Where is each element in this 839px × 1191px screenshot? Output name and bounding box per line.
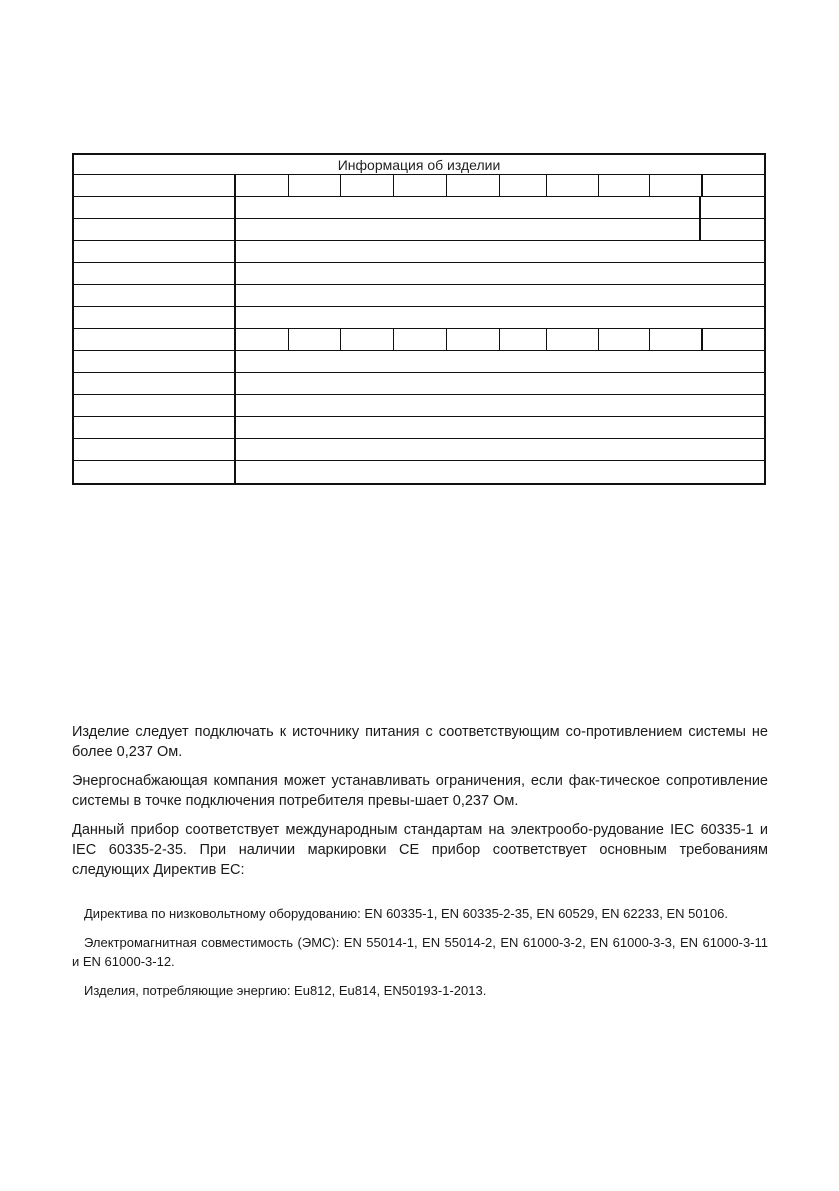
table-value-cell	[236, 329, 289, 350]
table-label-cell	[74, 373, 236, 394]
table-row	[74, 307, 764, 329]
directive-emc: Электромагнитная совместимость (ЭМС): EN 55014-1, EN 55014-2, EN 61000-3-2, EN 61000-3-3, EN 61000-3-11 и EN 61000-3-12.	[72, 935, 768, 969]
table-row	[74, 351, 764, 373]
table-label-cell	[74, 351, 236, 372]
table-value-cell	[700, 219, 764, 240]
table-value-cell	[547, 175, 599, 196]
table-value-cell	[702, 329, 764, 350]
table-value-cell	[236, 439, 764, 460]
table-value-cell	[447, 175, 500, 196]
table-label-cell	[74, 395, 236, 416]
table-value-cell	[700, 197, 764, 218]
table-label-cell	[74, 307, 236, 328]
product-info-table	[72, 153, 766, 485]
table-label-cell	[74, 197, 236, 218]
paragraph-impedance: Изделие следует подключать к источнику питания с соответствующим со-противлением системы не более 0,237 Ом.	[72, 724, 768, 760]
table-value-cell	[341, 175, 394, 196]
table-row	[74, 175, 764, 197]
table-value-cell	[236, 351, 764, 372]
connection-notes	[72, 722, 768, 889]
table-value-cell	[236, 241, 764, 262]
table-value-cell	[650, 175, 702, 196]
table-value-cell	[236, 307, 764, 328]
table-value-cell	[599, 175, 650, 196]
table-label-cell	[74, 175, 236, 196]
table-label-cell	[74, 417, 236, 438]
table-row	[74, 329, 764, 351]
table-row	[74, 285, 764, 307]
table-value-cell	[500, 329, 547, 350]
table-row	[74, 241, 764, 263]
table-value-cell	[394, 175, 447, 196]
directive-energy: Изделия, потребляющие энергию: Eu812, Eu814, EN50193-1-2013.	[84, 983, 487, 998]
table-row	[74, 263, 764, 285]
table-row	[74, 439, 764, 461]
table-value-cell	[702, 175, 764, 196]
table-row	[74, 373, 764, 395]
table-value-cell	[447, 329, 500, 350]
table-label-cell	[74, 241, 236, 262]
table-label-cell	[74, 461, 236, 483]
table-value-cell	[394, 329, 447, 350]
table-value-cell	[236, 417, 764, 438]
table-label-cell	[74, 329, 236, 350]
table-value-cell	[599, 329, 650, 350]
table-row	[74, 395, 764, 417]
table-value-cell	[236, 175, 289, 196]
table-value-cell	[341, 329, 394, 350]
table-value-cell	[236, 373, 764, 394]
table-value-cell	[236, 263, 764, 284]
table-row	[74, 461, 764, 483]
table-value-cell	[547, 329, 599, 350]
table-value-cell	[289, 329, 341, 350]
table-label-cell	[74, 439, 236, 460]
paragraph-standards: Данный прибор соответствует международным стандартам на электрообо-рудование IEC 60335-1 и IEC 60335-2-35. При наличии маркировки CE прибор соответствует основным требованиям следующих Директив ЕС:	[72, 822, 768, 878]
table-value-cell	[236, 219, 700, 240]
table-value-cell	[236, 197, 700, 218]
table-value-cell	[650, 329, 702, 350]
table-label-cell	[74, 285, 236, 306]
table-row	[74, 197, 764, 219]
table-row	[74, 417, 764, 439]
table-title: Информация об изделии	[74, 155, 764, 175]
table-value-cell	[236, 285, 764, 306]
table-body	[74, 175, 764, 483]
table-label-cell	[74, 219, 236, 240]
directive-low-voltage: Директива по низковольтному оборудованию: EN 60335-1, EN 60335-2-35, EN 60529, EN 62233, EN 50106.	[84, 906, 728, 921]
table-value-cell	[500, 175, 547, 196]
table-value-cell	[236, 395, 764, 416]
directives-list	[72, 904, 768, 1010]
table-value-cell	[289, 175, 341, 196]
table-row	[74, 219, 764, 241]
table-value-cell	[236, 461, 764, 483]
paragraph-restrictions: Энергоснабжающая компания может устанавливать ограничения, если фак-тическое сопротивление системы в точке подключения потребителя превы-шает 0,237 Ом.	[72, 773, 768, 809]
table-label-cell	[74, 263, 236, 284]
